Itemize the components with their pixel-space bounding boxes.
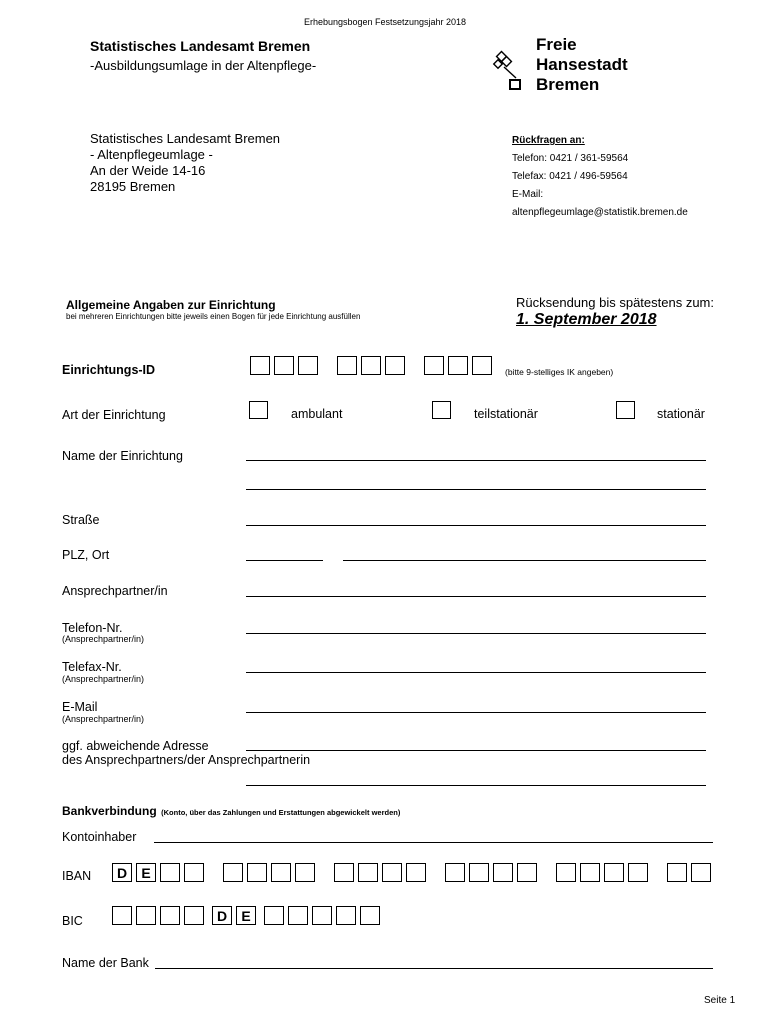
bank-section-title <box>62 802 400 820</box>
iban-char-18[interactable] <box>580 863 600 882</box>
zip-field[interactable] <box>246 560 323 561</box>
iban-char-2[interactable]: E <box>136 863 156 882</box>
page-number: Seite 1 <box>704 995 736 1006</box>
iban-char-16[interactable] <box>517 863 537 882</box>
iban-char-5[interactable] <box>223 863 243 882</box>
section-general-note: bei mehreren Einrichtungen bitte jeweils einen Bogen für jede Einrichtung ausfüllen <box>66 312 361 321</box>
org-title: Statistisches Landesamt Bremen <box>90 38 311 54</box>
logo-line-3: Bremen <box>536 75 600 94</box>
facility-id-label: Einrichtungs-ID <box>62 363 156 377</box>
name-label: Name der Einrichtung <box>62 449 183 463</box>
phone-label: Telefon-Nr. <box>62 621 123 635</box>
street-label: Straße <box>62 513 100 527</box>
form-top-title: Erhebungsbogen Festsetzungsjahr 2018 <box>303 17 467 27</box>
bic-char-6[interactable]: E <box>236 906 256 925</box>
type-ambulant-label: ambulant <box>291 407 343 421</box>
iban-char-6[interactable] <box>247 863 267 882</box>
iban-char-1[interactable]: D <box>112 863 132 882</box>
bic-char-4[interactable] <box>184 906 204 925</box>
iban-char-14[interactable] <box>469 863 489 882</box>
name-field-line-2[interactable] <box>246 489 706 490</box>
address-line-4: 28195 Bremen <box>90 179 176 194</box>
contact-person-field[interactable] <box>246 596 706 597</box>
facility-id-digit-9[interactable] <box>472 356 492 375</box>
recipient-address <box>90 131 280 195</box>
contact-phone: Telefon: 0421 / 361-59564 <box>512 153 629 164</box>
phone-field[interactable] <box>246 633 706 634</box>
return-label: Rücksendung bis spätestens zum: <box>516 295 714 310</box>
contact-block <box>512 132 688 222</box>
bic-char-5[interactable]: D <box>212 906 232 925</box>
account-holder-label: Kontoinhaber <box>62 830 137 844</box>
address-line-3: An der Weide 14-16 <box>90 163 206 178</box>
bic-label: BIC <box>62 914 83 928</box>
bic-char-9[interactable] <box>312 906 332 925</box>
street-field[interactable] <box>246 525 706 526</box>
iban-char-9[interactable] <box>334 863 354 882</box>
section-general-title: Allgemeine Angaben zur Einrichtung <box>66 298 276 312</box>
iban-char-21[interactable] <box>667 863 687 882</box>
iban-char-13[interactable] <box>445 863 465 882</box>
iban-label: IBAN <box>62 869 92 883</box>
name-field-line-1[interactable] <box>246 460 706 461</box>
iban-char-17[interactable] <box>556 863 576 882</box>
alt-address-label-2: des Ansprechpartners/der Ansprechpartnerin <box>62 753 311 767</box>
alt-address-field-2[interactable] <box>246 785 706 786</box>
contact-email-label: E-Mail: <box>512 189 544 200</box>
iban-char-8[interactable] <box>295 863 315 882</box>
type-teilstationaer-label: teilstationär <box>474 407 538 421</box>
bic-char-10[interactable] <box>336 906 356 925</box>
type-label: Art der Einrichtung <box>62 408 166 422</box>
type-teilstationaer-checkbox[interactable] <box>432 401 451 419</box>
facility-id-digit-7[interactable] <box>424 356 444 375</box>
alt-address-field-1[interactable] <box>246 750 706 751</box>
facility-id-digit-2[interactable] <box>274 356 294 375</box>
logo-line-2: Hansestadt <box>536 55 628 74</box>
alt-address-label-1: ggf. abweichende Adresse <box>62 739 209 753</box>
return-date: 1. September 2018 <box>516 311 657 328</box>
contact-heading: Rückfragen an: <box>512 135 585 146</box>
facility-id-digit-3[interactable] <box>298 356 318 375</box>
bank-title-note: (Konto, über das Zahlungen und Erstattungen abgewickelt werden) <box>161 808 401 817</box>
iban-char-11[interactable] <box>382 863 402 882</box>
iban-char-7[interactable] <box>271 863 291 882</box>
email-label: E-Mail <box>62 700 98 714</box>
facility-id-digit-6[interactable] <box>385 356 405 375</box>
email-sub-label: (Ansprechpartner/in) <box>62 714 145 724</box>
bic-char-7[interactable] <box>264 906 284 925</box>
logo-line-1: Freie <box>536 35 577 54</box>
type-stationaer-label: stationär <box>657 407 705 421</box>
email-field[interactable] <box>246 712 706 713</box>
facility-id-digit-1[interactable] <box>250 356 270 375</box>
facility-id-digit-4[interactable] <box>337 356 357 375</box>
iban-char-12[interactable] <box>406 863 426 882</box>
fax-label: Telefax-Nr. <box>62 660 122 674</box>
facility-id-hint: (bitte 9-stelliges IK angeben) <box>505 367 614 377</box>
contact-email: altenpflegeumlage@statistik.bremen.de <box>512 207 688 218</box>
bic-char-11[interactable] <box>360 906 380 925</box>
iban-char-15[interactable] <box>493 863 513 882</box>
contact-fax: Telefax: 0421 / 496-59564 <box>512 171 628 182</box>
iban-char-19[interactable] <box>604 863 624 882</box>
org-subtitle: -Ausbildungsumlage in der Altenpflege- <box>90 58 317 73</box>
fax-sub-label: (Ansprechpartner/in) <box>62 674 145 684</box>
facility-id-digit-5[interactable] <box>361 356 381 375</box>
iban-char-10[interactable] <box>358 863 378 882</box>
bank-name-label: Name der Bank <box>62 956 149 970</box>
iban-char-22[interactable] <box>691 863 711 882</box>
bank-name-field[interactable] <box>155 968 713 969</box>
iban-char-4[interactable] <box>184 863 204 882</box>
zip-city-label: PLZ, Ort <box>62 548 110 562</box>
facility-id-digit-8[interactable] <box>448 356 468 375</box>
address-line-2: - Altenpflegeumlage - <box>90 147 213 162</box>
fax-field[interactable] <box>246 672 706 673</box>
type-stationaer-checkbox[interactable] <box>616 401 635 419</box>
logo-text <box>536 35 628 95</box>
phone-sub-label: (Ansprechpartner/in) <box>62 634 145 644</box>
account-holder-field[interactable] <box>154 842 713 843</box>
contact-person-label: Ansprechpartner/in <box>62 584 168 598</box>
iban-char-3[interactable] <box>160 863 180 882</box>
bic-char-2[interactable] <box>136 906 156 925</box>
bank-title: Bankverbindung <box>62 804 157 818</box>
iban-char-20[interactable] <box>628 863 648 882</box>
address-line-1: Statistisches Landesamt Bremen <box>90 131 281 146</box>
bic-char-3[interactable] <box>160 906 180 925</box>
type-ambulant-checkbox[interactable] <box>249 401 268 419</box>
bremen-key-logo-icon <box>492 50 522 90</box>
bic-char-8[interactable] <box>288 906 308 925</box>
bic-char-1[interactable] <box>112 906 132 925</box>
city-field[interactable] <box>343 560 706 561</box>
